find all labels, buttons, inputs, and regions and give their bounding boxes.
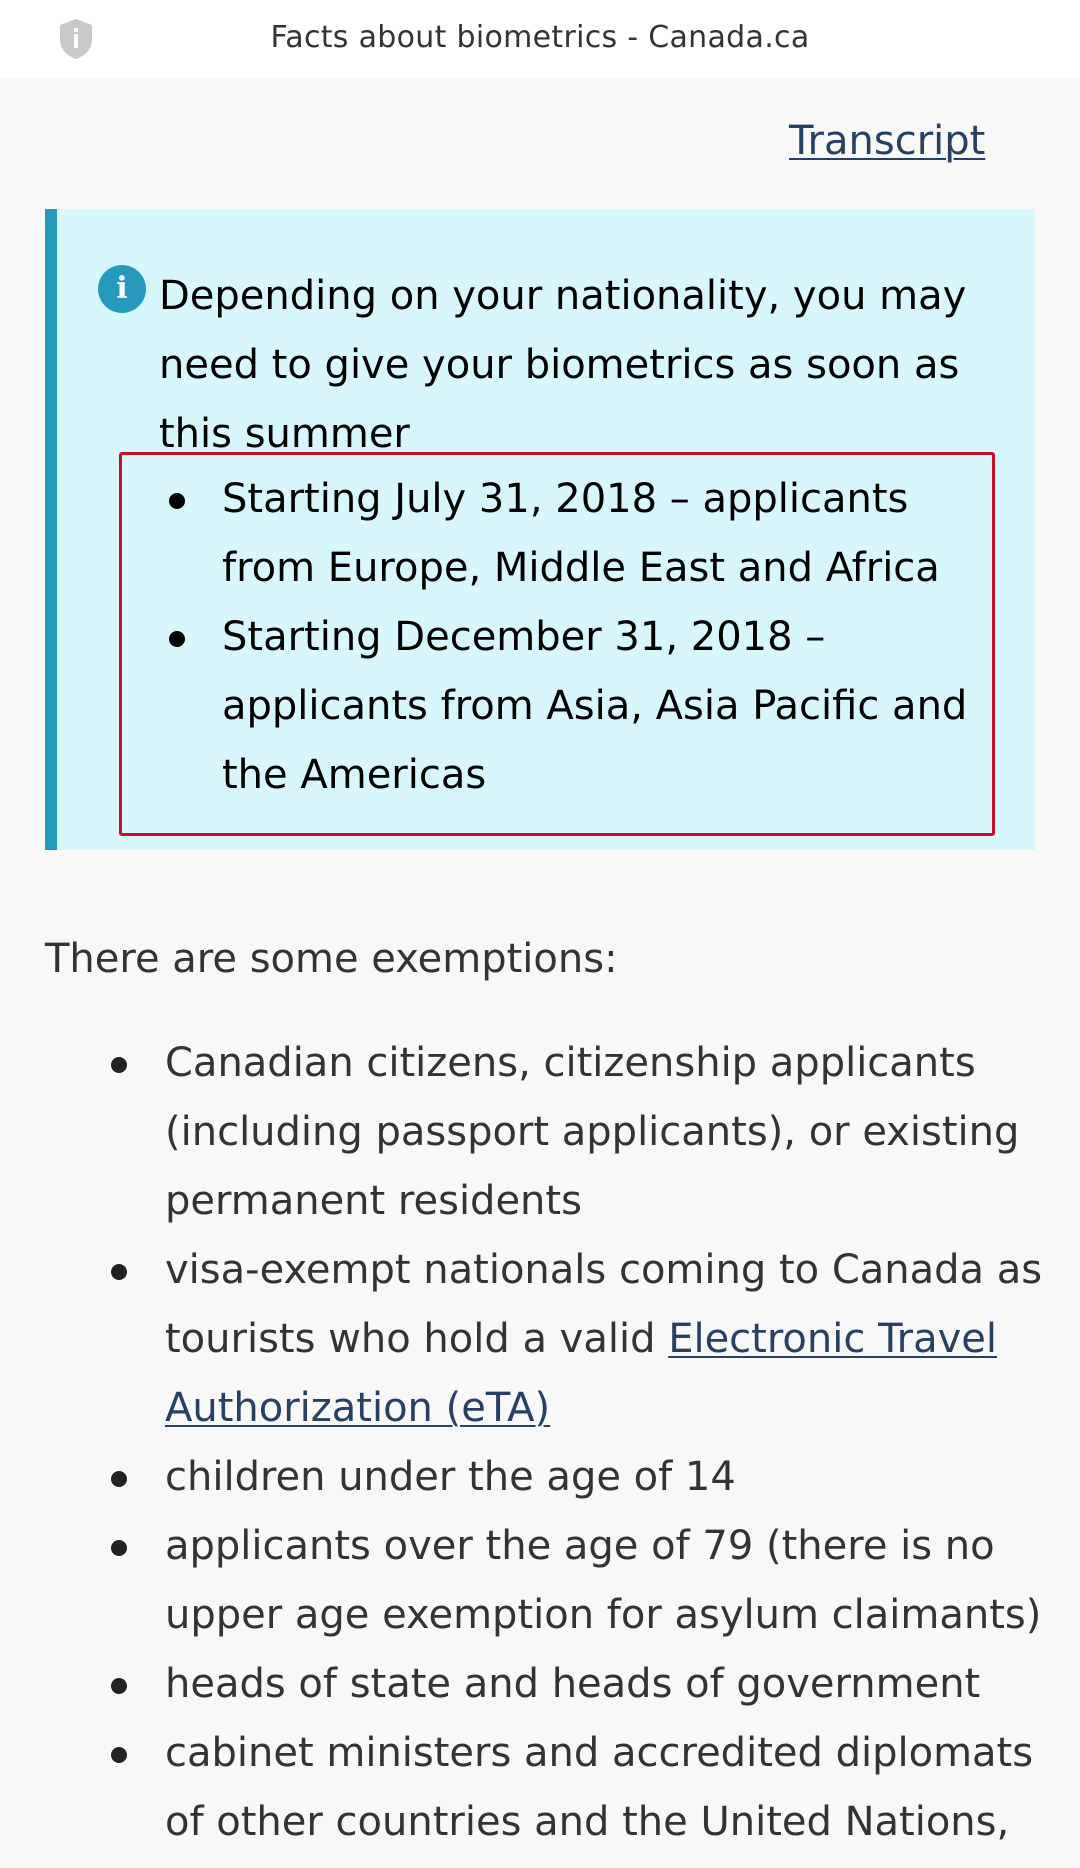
list-item — [165, 1719, 1070, 1857]
list-item-text: children under the age of 14 — [165, 1454, 736, 1500]
exemptions-list — [165, 1029, 1070, 1857]
bullet — [111, 1264, 127, 1280]
bullet — [111, 1471, 127, 1487]
exemptions-intro: There are some exemptions: — [45, 936, 618, 982]
list-item — [165, 1650, 1070, 1719]
list-item — [222, 465, 982, 603]
alert-text: Depending on your nationality, you may need to give your biometrics as soon as this summer — [159, 273, 967, 457]
list-item — [165, 1443, 1070, 1512]
list-item — [165, 1029, 1070, 1236]
list-item — [222, 603, 982, 810]
list-item — [165, 1236, 1070, 1443]
transcript-link[interactable]: Transcript — [789, 118, 986, 164]
bullet — [169, 631, 185, 647]
list-item-text: Starting July 31, 2018 – applicants from Europe, Middle East and Africa — [222, 476, 940, 591]
rollout-dates-list — [222, 465, 982, 810]
list-item-text: heads of state and heads of government — [165, 1661, 981, 1707]
eta-link[interactable]: Electronic Travel Authorization (eTA) — [165, 1316, 997, 1431]
list-item-text: cabinet ministers and accredited diplomats of other countries and the United Nations, — [165, 1730, 1034, 1845]
bullet — [111, 1057, 127, 1073]
list-item-text: visa-exempt nationals coming to Canada as tourists who hold a valid — [165, 1247, 1043, 1362]
bullet — [111, 1678, 127, 1694]
browser-title-bar — [0, 0, 1080, 78]
bullet — [169, 493, 185, 509]
bullet — [111, 1747, 127, 1763]
bullet — [111, 1540, 127, 1556]
page-title: Facts about biometrics - Canada.ca — [270, 20, 810, 55]
info-icon: i — [98, 265, 146, 313]
list-item-text: Starting December 31, 2018 – applicants from Asia, Asia Pacific and the Americas — [222, 614, 968, 798]
list-item-text: Canadian citizens, citizenship applicants (including passport applicants), or existing permanent residents — [165, 1040, 1020, 1224]
list-item-text: applicants over the age of 79 (there is no upper age exemption for asylum claimants) — [165, 1523, 1042, 1638]
list-item — [165, 1512, 1070, 1650]
